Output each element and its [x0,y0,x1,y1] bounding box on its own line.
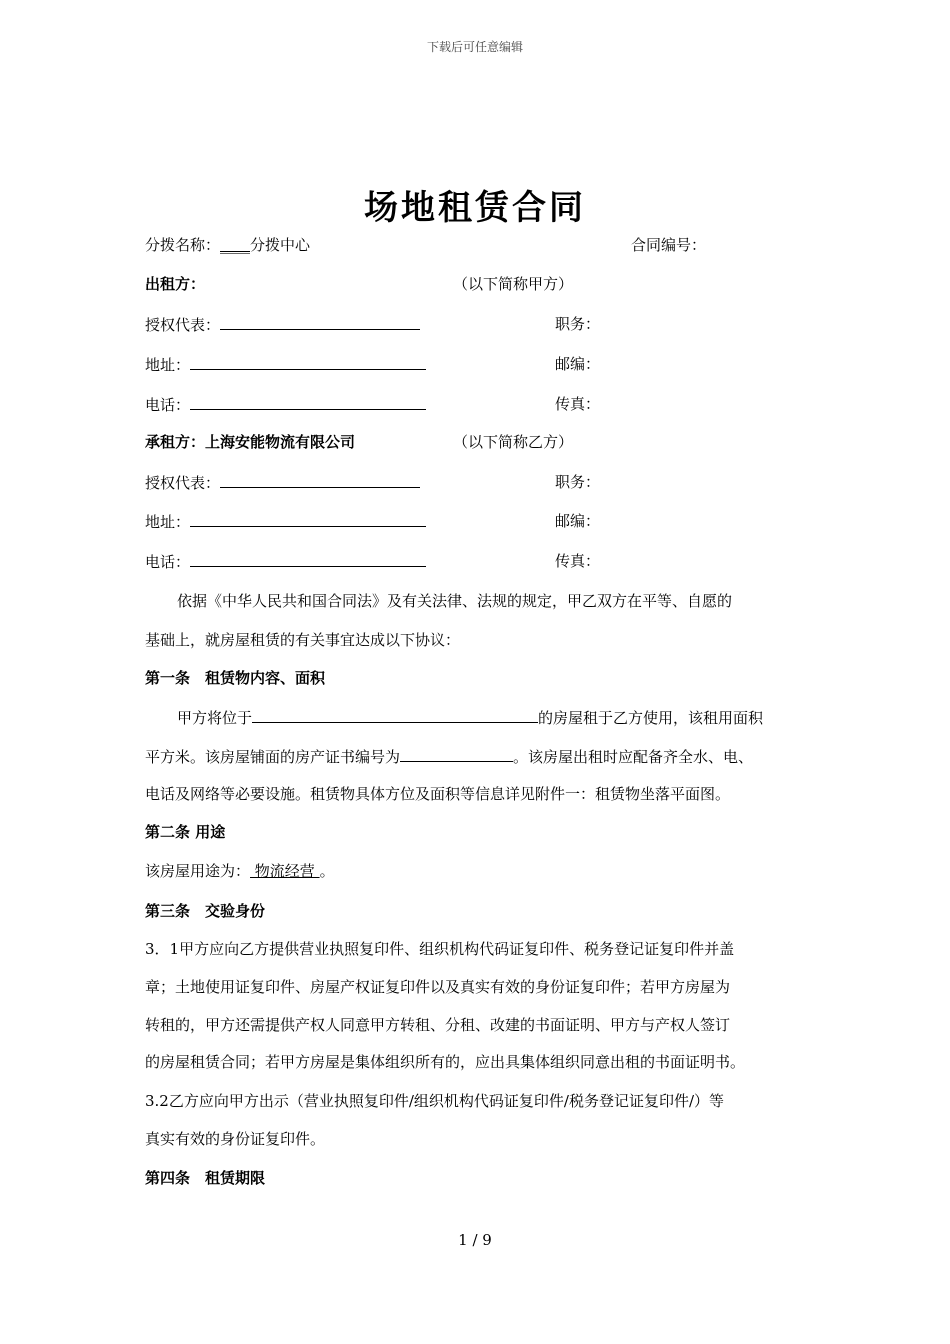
branch-blank: ____ [220,236,251,254]
article-3-p1-line-3: 转租的，甲方还需提供产权人同意甲方转租、分租、改建的书面证明、甲方与产权人签订 [145,1016,731,1034]
article-2-usage-line [145,861,335,881]
article-3-p2-line-1: 3.2乙方应向甲方出示（营业执照复印件/组织机构代码证复印件/税务登记证复印件/）等 [145,1092,725,1110]
certificate-no-blank [400,746,513,762]
article-3-p1-line-2: 章；土地使用证复印件、房屋产权证复印件以及真实有效的身份证复印件；若甲方房屋为 [145,978,731,996]
usage-label: 该房屋用途为： [145,862,251,880]
article-1-line-3: 电话及网络等必要设施。租赁物具体方位及面积等信息详见附件一：租赁物坐落平面图。 [145,785,731,803]
lessee-postcode-label: 邮编： [555,512,601,530]
lessor-label: 出租方： [145,275,206,293]
article-3-heading: 第三条 交验身份 [145,902,266,920]
lessor-address-blank [190,354,426,370]
article-3-p2-line-2: 真实有效的身份证复印件。 [145,1130,326,1148]
lessee-alias: （以下简称乙方） [453,433,574,451]
article-1-heading: 第一条 租赁物内容、面积 [145,669,326,687]
article-1-l2-post: 。该房屋出租时应配备齐全水、电、 [513,748,754,766]
location-blank [252,707,538,723]
lessee-address-row [145,511,426,532]
lessee-phone-label: 电话： [145,553,191,571]
usage-end: 。 [319,862,335,880]
usage-value: 物流经营 [250,862,320,880]
lessee-position-label: 职务： [555,473,601,491]
article-1-line-2 [145,746,753,767]
lessee-rep-blank [220,472,420,488]
lessee-address-label: 地址： [145,513,191,531]
lessor-phone-blank [190,394,426,410]
lessor-fax-label: 传真： [555,395,601,413]
lessor-rep-blank [220,314,420,330]
lessor-postcode-label: 邮编： [555,355,601,373]
article-1-l1-pre: 甲方将位于 [177,709,253,727]
article-3-p1-line-4: 的房屋租赁合同；若甲方房屋是集体组织所有的，应出具集体组织同意出租的书面证明书。 [145,1053,746,1071]
contract-no-label: 合同编号： [631,236,707,254]
article-1-line-1 [177,707,763,728]
intro-line-2: 基础上，就房屋租赁的有关事宜达成以下协议： [145,631,461,649]
lessee-address-blank [190,511,426,527]
lessor-alias: （以下简称甲方） [453,275,574,293]
branch-line [145,235,310,255]
lessor-phone-label: 电话： [145,396,191,414]
lessee-phone-row [145,551,426,572]
lessee-phone-blank [190,551,426,567]
header-note: 下载后可任意编辑 [426,40,523,54]
intro-line-1: 依据《中华人民共和国合同法》及有关法律、法规的规定，甲乙双方在平等、自愿的 [177,592,733,610]
article-1-l2-pre: 平方米。该房屋铺面的房产证书编号为 [145,748,401,766]
article-4-heading: 第四条 租赁期限 [145,1169,266,1187]
document-title: 场地租赁合同 [364,188,586,228]
article-3-p1-line-1: 3．1甲方应向乙方提供营业执照复印件、组织机构代码证复印件、税务登记证复印件并盖 [145,940,735,958]
lessee-rep-row [145,472,420,493]
lessor-position-label: 职务： [555,315,601,333]
page-number: 1 / 9 [458,1231,492,1249]
lessor-address-label: 地址： [145,356,191,374]
branch-label: 分拨名称： [145,236,221,254]
lessee-fax-label: 传真： [555,552,601,570]
lessee-rep-label: 授权代表： [145,474,221,492]
lessor-address-row [145,354,426,375]
lessor-rep-label: 授权代表： [145,316,221,334]
lessee-label: 承租方：上海安能物流有限公司 [145,433,356,451]
article-1-l1-post: 的房屋租于乙方使用，该租用面积 [538,709,764,727]
lessor-rep-row [145,314,420,335]
article-2-heading: 第二条 用途 [145,823,226,841]
branch-name: 分拨中心 [250,236,311,254]
lessor-phone-row [145,394,426,415]
